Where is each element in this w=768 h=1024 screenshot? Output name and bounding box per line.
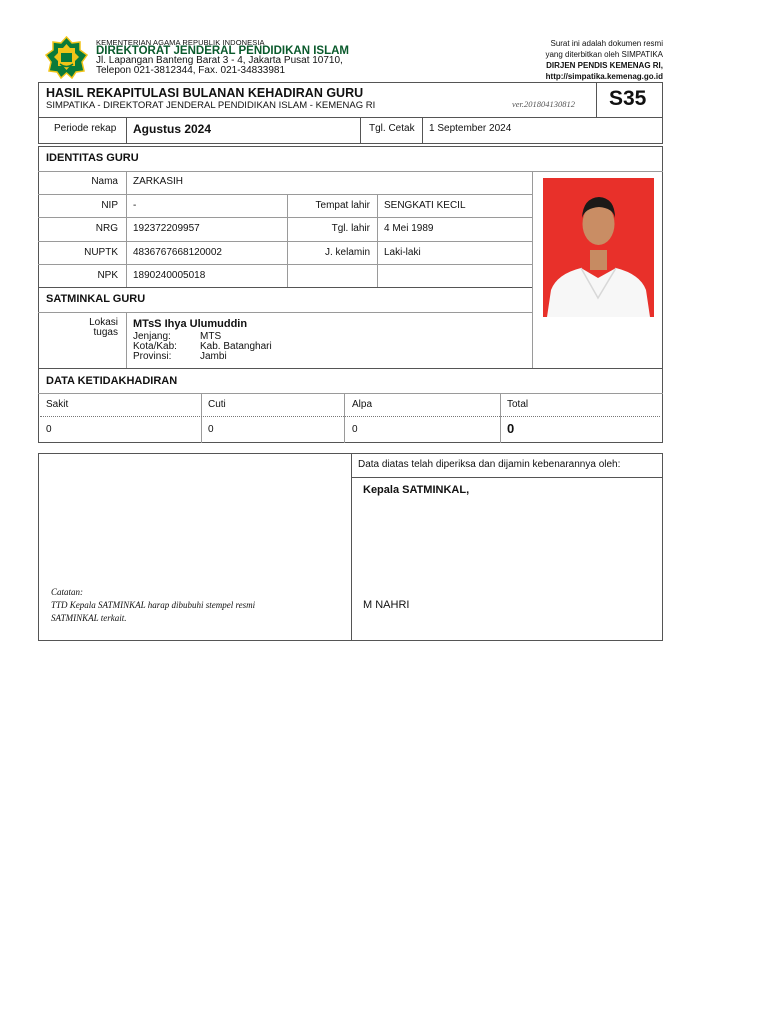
note-title: Catatan: [51,587,84,597]
period-value: Agustus 2024 [133,122,212,136]
official-notice [545,38,663,82]
absent-header: Alpa [352,399,373,410]
nrg-label: NRG [95,223,118,234]
period-row [38,117,663,144]
total-header: Total [507,399,529,410]
document-title: HASIL REKAPITULASI BULANAN KEHADIRAN GURU [46,86,364,100]
leave-value: 0 [208,424,214,435]
location-label: Lokasi [89,317,118,328]
name-value: ZARKASIH [133,176,184,187]
name-label: Nama [91,176,118,187]
phone-line: Telepon 021-3812344, Fax. 021-34833981 [96,65,286,76]
address-line: Jl. Lapangan Banteng Barat 3 - 4, Jakarta Pusat 10710, [96,55,343,66]
agency-name: KEMENTERIAN AGAMA REPUBLIK INDONESIA [96,38,265,47]
document-subtitle: SIMPATIKA - DIREKTORAT JENDERAL PENDIDIKAN ISLAM - KEMENAG RI [46,100,376,111]
form-code: S35 [609,87,647,110]
signer-role: Kepala SATMINKAL, [363,484,470,496]
satminkal-heading: SATMINKAL GURU [46,293,146,305]
version-label: ver.201804130812 [512,99,576,109]
note [51,586,311,625]
total-value: 0 [507,421,515,436]
leave-header: Cuti [208,399,226,410]
nrg-value: 192372209957 [133,223,200,234]
address [96,56,343,76]
note-text: TTD Kepala SATMINKAL harap dibubuhi stempel resmi [51,600,256,610]
period-label: Periode rekap [54,123,117,134]
school-name: MTsS Ihya Ulumuddin [133,318,248,330]
notice-line: yang diterbitkan oleh SIMPATIKA [545,50,663,59]
province-value: Jambi [200,351,227,362]
sick-header: Sakit [46,399,69,410]
location-label: tugas [93,327,118,338]
birthdate-label: Tgl. lahir [331,223,370,234]
sick-value: 0 [46,424,52,435]
notice-issuer: DIRJEN PENDIS KEMENAG RI, [546,61,663,70]
gender-value: Laki-laki [384,247,421,258]
absent-value: 0 [352,424,358,435]
print-date-value: 1 September 2024 [429,123,512,134]
level-label: Jenjang: [133,331,171,342]
birthplace-label: Tempat lahir [315,200,370,211]
nip-label: NIP [101,200,118,211]
teacher-photo [543,178,654,317]
notice-url: http://simpatika.kemenag.go.id [545,72,663,81]
npk-value: 1890240005018 [133,270,206,281]
birthdate-value: 4 Mei 1989 [384,223,434,234]
nip-value: - [133,200,137,211]
verification-text: Data diatas telah diperiksa dan dijamin kebenarannya oleh: [358,459,621,470]
birthplace-value: SENGKATI KECIL [384,200,466,211]
notice-line: Surat ini adalah dokumen resmi [550,39,663,48]
signer-name: M NAHRI [363,599,410,611]
identity-heading: IDENTITAS GURU [46,152,139,164]
nuptk-value: 4836767668120002 [133,247,222,258]
directorate-name: DIREKTORAT JENDERAL PENDIDIKAN ISLAM [96,45,350,57]
city-label: Kota/Kab: [133,341,177,352]
portrait-image [543,178,654,317]
absence-heading: DATA KETIDAKHADIRAN [46,375,178,387]
gender-label: J. kelamin [324,247,370,258]
npk-label: NPK [97,270,118,281]
print-date-label: Tgl. Cetak [369,123,415,134]
nuptk-label: NUPTK [84,247,118,258]
city-value: Kab. Batanghari [200,341,272,352]
note-text: SATMINKAL terkait. [51,613,127,623]
level-value: MTS [200,331,222,342]
province-label: Provinsi: [133,351,172,362]
ministry-logo [43,36,90,79]
